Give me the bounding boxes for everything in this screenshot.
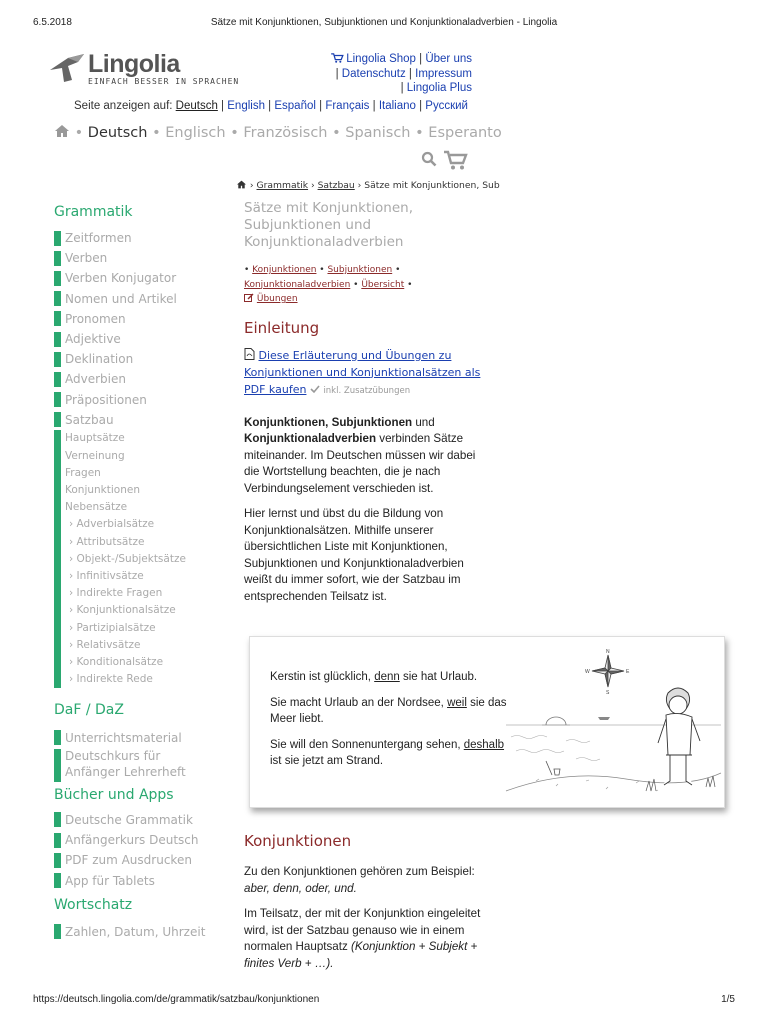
sidebar-deepitem[interactable]: › Indirekte Fragen [54,585,224,602]
konjunktionen-paragraph-1: Zu den Konjunktionen gehören zum Beispiel: aber, denn, oder, und. [244,865,475,895]
sidebar-item[interactable]: App für Tablets [54,870,224,890]
page-title: Sätze mit Konjunktionen, Subjunktionen und Konjunktionaladverbien [244,200,413,250]
edit-icon [244,293,254,302]
language-bar: Seite anzeigen auf: Deutsch | English | Español | Français | Italiano | Русский [74,100,468,112]
sidebar-subitem[interactable]: Fragen [54,464,224,481]
sidebar-item[interactable]: Deutsche Grammatik [54,810,224,830]
breadcrumb-satzbau[interactable]: Satzbau [317,180,355,191]
sidebar-item[interactable]: Adverbien [54,369,224,389]
compass-w: W [585,669,590,675]
nav-esperanto[interactable]: Esperanto [428,125,502,141]
breadcrumb-home-icon[interactable] [236,180,247,189]
print-date: 6.5.2018 [33,17,72,28]
print-url: https://deutsch.lingolia.com/de/grammatik/satzbau/konjunktionen [33,994,320,1005]
sidebar-item[interactable]: Adjektive [54,329,224,349]
example-box [249,636,725,808]
section-heading-konjunktionen: Konjunktionen [244,832,352,850]
toc-konjunktionaladverbien[interactable]: Konjunktionaladverbien [244,279,351,290]
main-content [244,200,482,605]
compass-e: E [626,669,630,675]
check-icon [310,385,320,393]
sidebar-deepitem[interactable]: › Infinitivsätze [54,567,224,584]
shop-link[interactable]: Lingolia Shop [346,53,416,65]
toc-konjunktionen[interactable]: Konjunktionen [252,265,317,275]
home-icon[interactable] [54,124,70,138]
lang-link-russian[interactable]: Русский [425,100,468,112]
lang-link-english[interactable]: English [227,100,265,112]
sidebar-deepitem[interactable]: › Indirekte Rede [54,671,224,688]
sidebar-item[interactable]: PDF zum Ausdrucken [54,850,224,870]
privacy-link[interactable]: Datenschutz [341,67,406,80]
logo-wordmark: Lingolia [88,50,180,78]
compass-s: S [606,690,610,696]
sidebar-deepitem[interactable]: › Konjunktionalsätze [54,602,224,619]
logo-tagline: EINFACH BESSER IN SPRACHEN [88,77,240,86]
sidebar-item[interactable]: Nomen und Artikel [54,289,224,309]
sidebar-item[interactable]: Präpositionen [54,390,224,410]
sidebar-item-satzbau[interactable]: Satzbau [54,410,224,430]
sidebar-deepitem[interactable]: › Partizipialsätze [54,619,224,636]
shop-cart-icon [331,53,343,63]
sidebar-item[interactable]: Deutschkurs für Anfänger Lehrerheft [54,748,224,782]
toc-subjunktionen[interactable]: Subjunktionen [327,265,393,275]
sidebar-deepitem[interactable]: › Konditionalsätze [54,653,224,670]
top-links: Lingolia Shop | Über uns | Datenschutz | Impressum | Lingolia Plus [331,52,472,96]
nav-franzoesisch[interactable]: Französisch [243,125,328,141]
sidebar-item[interactable]: Anfängerkurs Deutsch [54,830,224,850]
sidebar-item[interactable]: Pronomen [54,309,224,329]
search-icon[interactable] [421,151,437,167]
example-sentence-1: Kerstin ist glücklich, denn sie hat Urlaub. [270,671,478,683]
sidebar-heading-buecher[interactable]: Bücher und Apps [54,786,174,803]
toc-uebersicht[interactable]: Übersicht [361,279,405,290]
nav-deutsch[interactable]: Deutsch [87,125,148,141]
lang-link-italiano[interactable]: Italiano [378,100,416,112]
plus-link[interactable]: Lingolia Plus [406,82,472,94]
main-nav: • Deutsch • Englisch • Französisch • Spanisch • Esperanto [54,124,502,141]
sidebar-heading-grammatik[interactable]: Grammatik [54,204,133,220]
pdf-purchase [244,347,482,400]
breadcrumb-current: Sätze mit Konjunktionen, Sub [364,180,500,191]
sidebar-item[interactable]: Deklination [54,349,224,369]
beach-illustration [506,641,721,805]
konjunktionen-paragraph-2: Im Teilsatz, der mit der Konjunktion eingeleitet wird, ist der Satzbau genauso wie in einem normalen Hauptsatz (Konjunktion + Subjekt + finites Verb + …). [244,907,481,970]
sidebar-subitem[interactable]: Konjunktionen [54,481,224,498]
sidebar-deepitem[interactable]: › Attributsätze [54,533,224,550]
nav-spanisch[interactable]: Spanisch [345,125,411,141]
sidebar-item[interactable]: Verben [54,248,224,268]
compass-n: N [606,649,610,655]
pdf-note: inkl. Zusatzübungen [323,385,411,396]
toc-uebungen[interactable]: Übungen [256,294,298,304]
nav-englisch[interactable]: Englisch [165,125,226,141]
about-link[interactable]: Über uns [425,53,472,65]
sidebar-deepitem[interactable]: › Objekt-/Subjektsätze [54,550,224,567]
lang-link-deutsch[interactable]: Deutsch [175,100,218,112]
sidebar-deepitem[interactable]: › Adverbialsätze [54,516,224,533]
sidebar-subitem[interactable]: Verneinung [54,447,224,464]
sidebar-deepitem[interactable]: › Relativsätze [54,636,224,653]
sidebar-item[interactable]: Zeitformen [54,228,224,248]
sidebar-item[interactable]: Unterrichtsmaterial [54,728,224,748]
intro-paragraph-1: Konjunktionen, Subjunktionen und Konjunktionaladverbien verbinden Sätze miteinander. Im Deutschen müssen wir dabei die Wortstellung beachten, die je nach Verbindungselement verschieden ist. [244,415,476,495]
girl-figure [658,688,700,785]
print-page-number: 1/5 [721,994,735,1005]
intro-paragraph-2: Hier lernst und übst du die Bildung von Konjunktionalsätzen. Mithilfe unserer übersichtlichen Liste mit Konjunktionen, Subjunktionen und Konjunktionaladverbien weißt du immer sofort, wie der Satzbau im entsprechenden Teilsatz ist. [244,507,464,603]
example-sentence-3: Sie will den Sonnenuntergang sehen, deshalb ist sie jetzt am Strand. [270,739,505,767]
section-heading-einleitung: Einleitung [244,318,320,337]
compass-rose-icon [585,649,630,696]
cart-icon[interactable] [444,151,468,170]
pdf-icon [244,348,255,360]
language-prefix: Seite anzeigen auf: [74,100,173,112]
print-title: Sätze mit Konjunktionen, Subjunktionen und Konjunktionaladverbien - Lingolia [210,17,558,28]
sidebar-subitem[interactable]: Nebensätze [54,499,224,516]
lang-link-espanol[interactable]: Español [274,100,316,112]
konjunktionen-section [244,832,482,972]
pdf-purchase-link[interactable]: Diese Erläuterung und Übungen zu Konjunktionen und Konjunktionalsätzen als PDF kaufen [244,348,481,396]
sidebar [54,200,224,942]
lang-link-francais[interactable]: Français [325,100,370,112]
sidebar-heading-wortschatz[interactable]: Wortschatz [54,896,133,913]
logo-mark-icon [48,52,88,84]
sidebar-item[interactable]: Verben Konjugator [54,268,224,288]
sidebar-subitem[interactable]: Hauptsätze [54,430,224,447]
breadcrumb: › Grammatik › Satzbau › Sätze mit Konjunktionen, Sub [236,180,486,191]
sidebar-heading-daf[interactable]: DaF / DaZ [54,701,124,718]
imprint-link[interactable]: Impressum [415,67,472,80]
sidebar-item[interactable]: Zahlen, Datum, Uhrzeit [54,922,224,942]
breadcrumb-grammatik[interactable]: Grammatik [256,180,309,191]
example-sentence-2: Sie macht Urlaub an der Nordsee, weil sie das Meer liebt. [270,697,507,725]
lingolia-logo[interactable] [48,50,240,90]
table-of-contents: • Konjunktionen • Subjunktionen • Konjunktionaladverbien • Übersicht • Übungen [244,265,413,304]
